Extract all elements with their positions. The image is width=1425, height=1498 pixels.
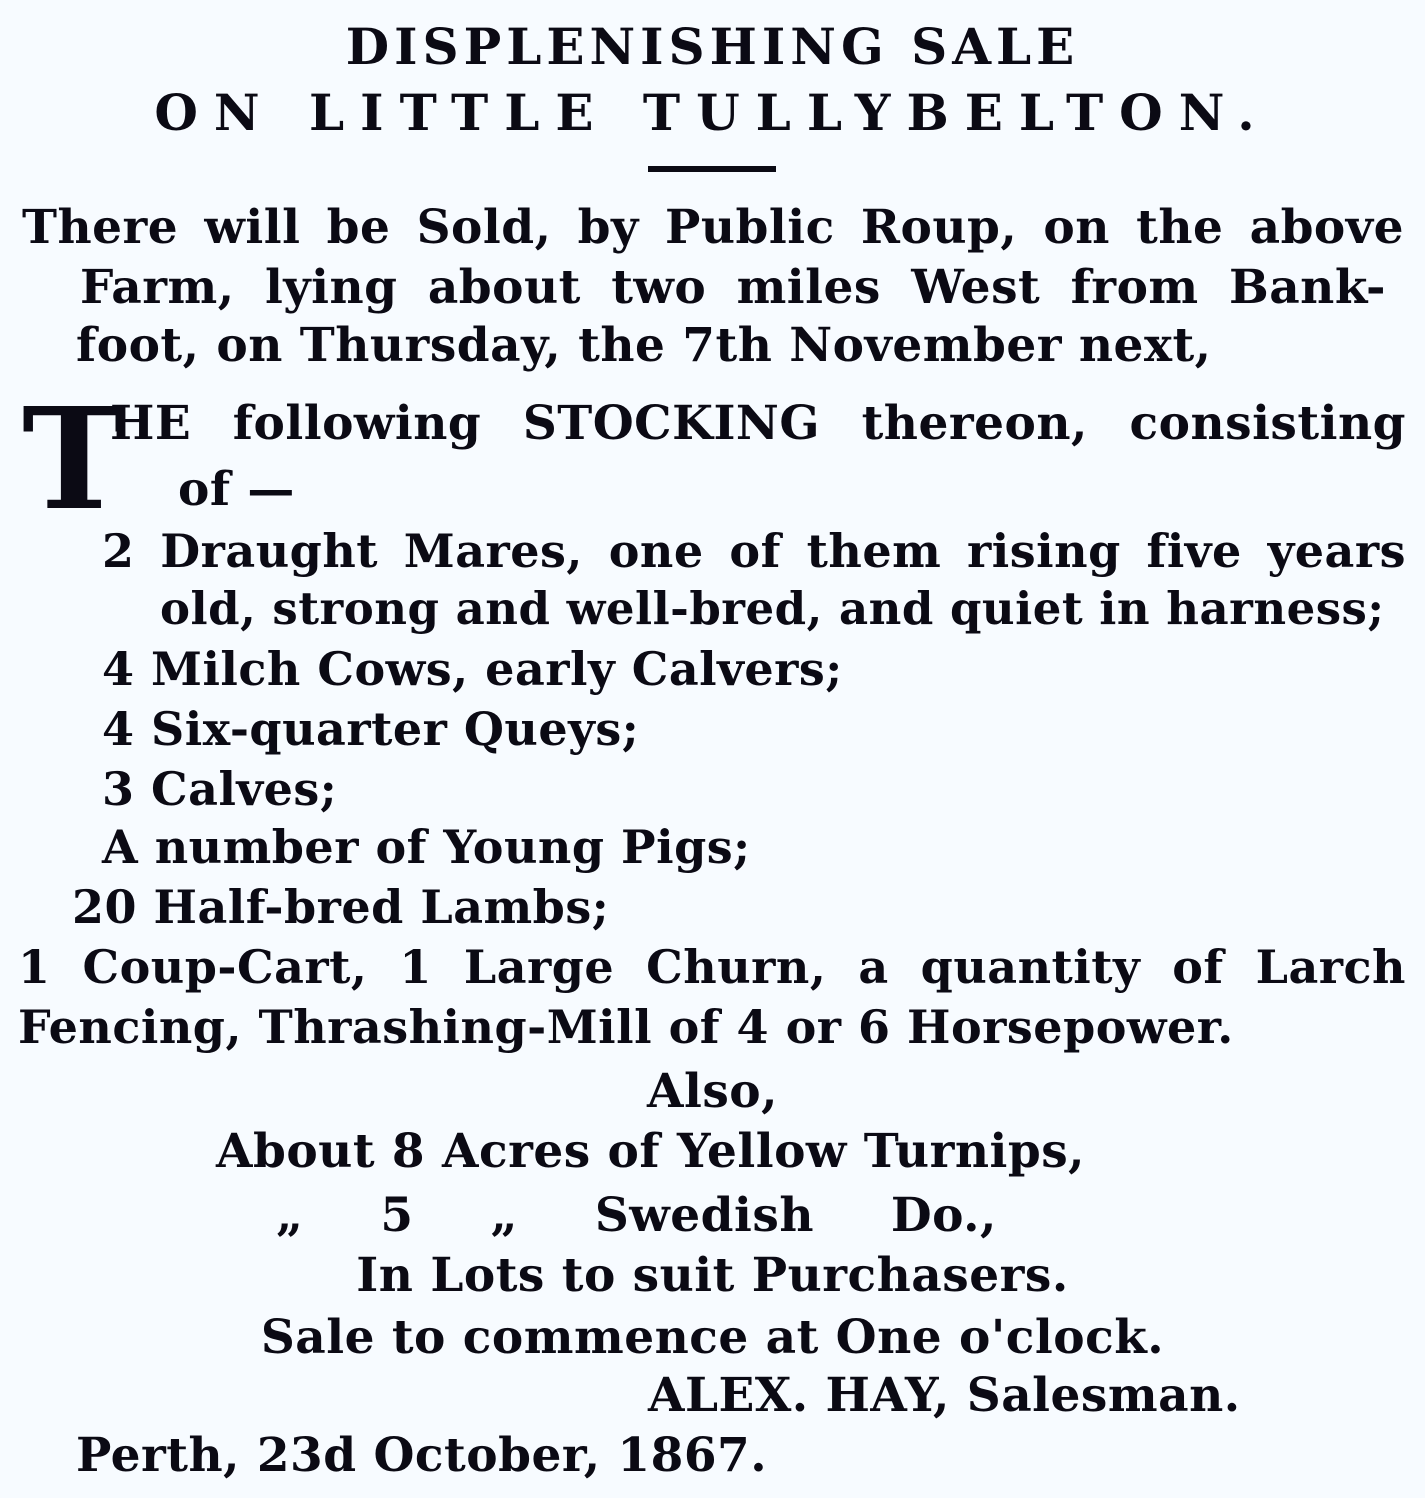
list-item: 3 Calves; (102, 762, 338, 816)
list-item: A number of Young Pigs; (102, 820, 751, 874)
separator-rule (648, 166, 776, 172)
drop-cap: T (22, 378, 127, 542)
stocking-line-2: of — (178, 462, 295, 517)
intro-line-1: There will be Sold, by Public Roup, on the above (22, 200, 1404, 255)
intro-line-2: Farm, lying about two miles West from Bank- (80, 260, 1386, 315)
place-date: Perth, 23d October, 1867. (76, 1428, 768, 1483)
salesman-signature: ALEX. HAY, Salesman. (648, 1368, 1241, 1423)
also-line-2: „ 5 „ Swedish Do., (276, 1188, 997, 1243)
list-item: 20 Half-bred Lambs; (72, 880, 610, 934)
list-item: old, strong and well-bred, and quiet in harness; (160, 582, 1385, 635)
also-line-1: About 8 Acres of Yellow Turnips, (216, 1124, 1086, 1179)
also-line-4: Sale to commence at One o'clock. (260, 1310, 1165, 1365)
headline-title: DISPLENISHING SALE (345, 17, 1080, 76)
list-item: 4 Milch Cows, early Calvers; (102, 642, 843, 696)
also-heading: Also, (647, 1064, 778, 1119)
list-item: 4 Six-quarter Queys; (102, 702, 640, 756)
intro-line-3: foot, on Thursday, the 7th November next, (76, 318, 1212, 373)
headline-location: ON LITTLE TULLYBELTON. (154, 83, 1271, 142)
stocking-line-1: HE following STOCKING thereon, consisting (110, 396, 1406, 451)
list-item: 2 Draught Mares, one of them rising five years (102, 524, 1406, 578)
also-line-3: In Lots to suit Purchasers. (356, 1248, 1069, 1303)
list-item: Fencing, Thrashing-Mill of 4 or 6 Horsepower. (18, 1000, 1234, 1054)
list-item: 1 Coup-Cart, 1 Large Churn, a quantity of Larch (18, 940, 1406, 994)
